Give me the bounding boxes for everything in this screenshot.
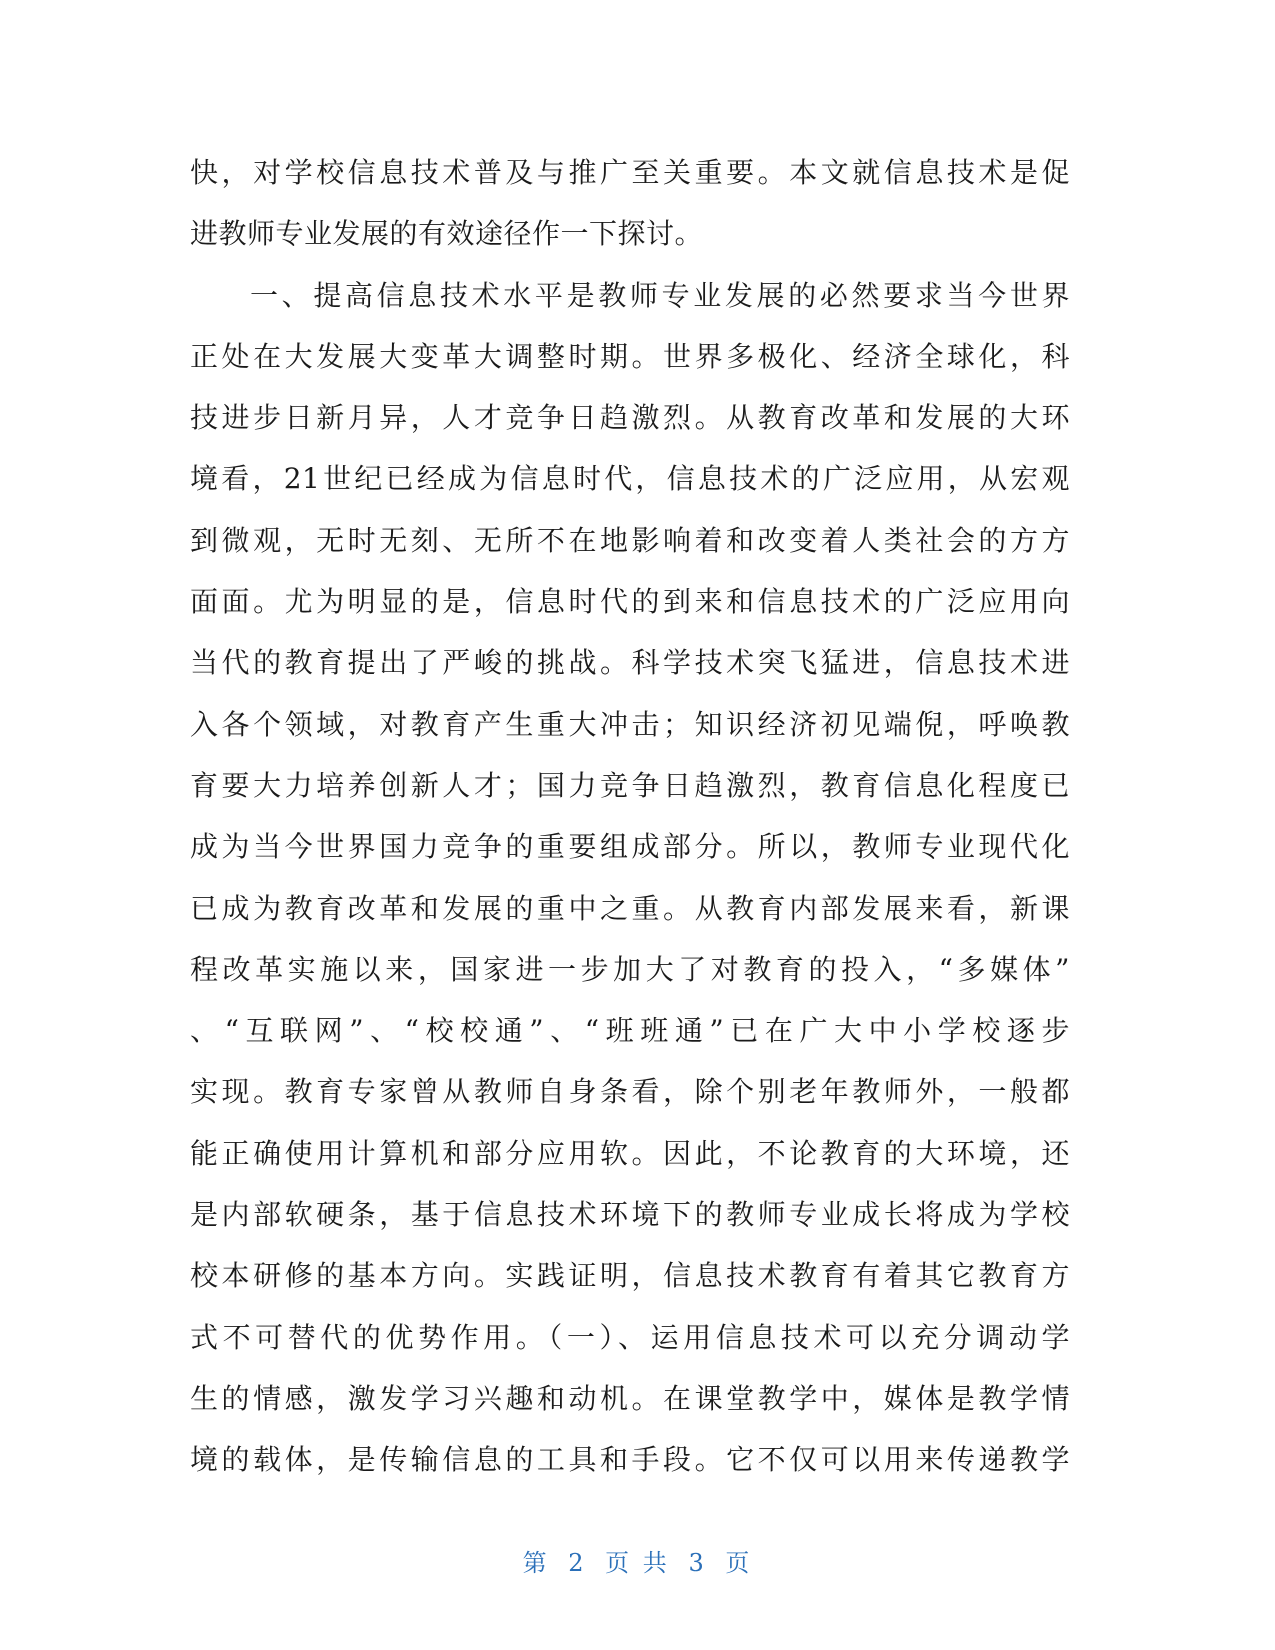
page-footer	[0, 1543, 1275, 1578]
text-line: 正处在大发展大变革大调整时期。世界多极化、经济全球化，科	[190, 339, 1070, 373]
total-page-count: 3	[688, 1549, 707, 1577]
text-line: 实现。教育专家曾从教师自身条看，除个别老年教师外，一般都	[190, 1075, 1070, 1109]
text-line: 面面。尤为明显的是，信息时代的到来和信息技术的广泛应用向	[190, 585, 1070, 619]
text-line: 成为当今世界国力竞争的重要组成部分。所以，教师专业现代化	[190, 830, 1070, 864]
paragraph-1	[190, 142, 1070, 265]
text-line: 能正确使用计算机和部分应用软。因此，不论教育的大环境，还	[190, 1136, 1070, 1170]
text-line: 境的载体，是传输信息的工具和手段。它不仅可以用来传递教学	[190, 1443, 1070, 1477]
text-line: 式不可替代的优势作用。（一）、运用信息技术可以充分调动学	[190, 1320, 1070, 1354]
document-body	[190, 142, 1070, 1491]
text-line: 程改革实施以来，国家进一步加大了对教育的投入，“多媒体”	[190, 952, 1070, 986]
text-line: 生的情感，激发学习兴趣和动机。在课堂教学中，媒体是教学情	[190, 1381, 1070, 1415]
text-line: 、“互联网”、“校校通”、“班班通”已在广大中小学校逐步	[190, 1014, 1070, 1048]
text-line: 境看，21世纪已经成为信息时代，信息技术的广泛应用，从宏观	[190, 462, 1070, 496]
paragraph-2	[190, 265, 1070, 1491]
footer-middle: 页 共	[605, 1549, 670, 1577]
current-page-number: 2	[568, 1549, 587, 1577]
text-line: 当代的教育提出了严峻的挑战。科学技术突飞猛进，信息技术进	[190, 646, 1070, 680]
text-line: 一、提高信息技术水平是教师专业发展的必然要求当今世界	[250, 278, 1070, 312]
footer-prefix: 第	[522, 1549, 550, 1577]
text-line: 入各个领域，对教育产生重大冲击；知识经济初见端倪，呼唤教	[190, 707, 1070, 741]
text-line: 快，对学校信息技术普及与推广至关重要。本文就信息技术是促	[190, 156, 1070, 189]
text-line: 育要大力培养创新人才；国力竞争日趋激烈，教育信息化程度已	[190, 768, 1070, 802]
footer-suffix: 页	[725, 1549, 753, 1577]
text-line: 技进步日新月异，人才竞争日趋激烈。从教育改革和发展的大环	[190, 401, 1070, 435]
text-line: 进教师专业发展的有效途径作一下探讨。	[190, 217, 704, 251]
text-line: 校本研修的基本方向。实践证明，信息技术教育有着其它教育方	[190, 1259, 1070, 1293]
text-line: 是内部软硬条，基于信息技术环境下的教师专业成长将成为学校	[190, 1198, 1070, 1232]
text-line: 已成为教育改革和发展的重中之重。从教育内部发展来看，新课	[190, 891, 1070, 925]
text-line: 到微观，无时无刻、无所不在地影响着和改变着人类社会的方方	[190, 523, 1070, 557]
